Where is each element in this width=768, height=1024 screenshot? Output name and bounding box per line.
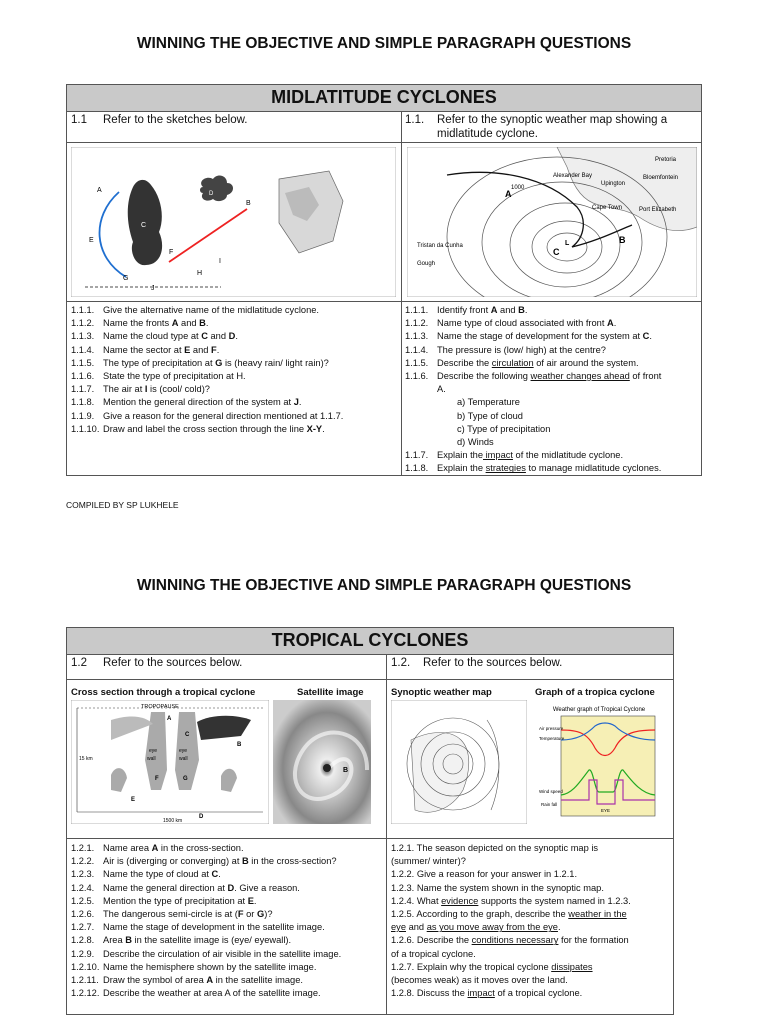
question-item: of a tropical cyclone. [391, 948, 476, 959]
question-item: A. [437, 384, 446, 395]
question-list-right [391, 842, 631, 1000]
map-label-a: A [505, 189, 512, 199]
question-item: 1.2.4. What evidence supports the system named in 1.2.3. [391, 895, 631, 906]
compiled-by: COMPILED BY SP LUKHELE [66, 500, 179, 510]
map-label-port-elizabeth: Port Elizabeth [639, 207, 677, 213]
map-label-b: B [619, 235, 626, 245]
question-item: 1.2.2. Give a reason for your answer in 1.2.1. [391, 869, 578, 880]
question-item: 1.1.1. Give the alternative name of the midlatitude cyclone. [71, 305, 320, 315]
question-item: 1.2.11. Draw the symbol of area A in the satellite image. [71, 975, 303, 986]
satellite-label-b: B [343, 767, 349, 774]
sub-item: d) Winds [457, 437, 494, 448]
question-item: 1.1.8. Mention the general direction of the system at J. [71, 397, 302, 408]
map-label-alexander-bay: Alexander Bay [553, 173, 593, 179]
question-item: 1.1.9. Give a reason for the general direction mentioned at 1.1.7. [71, 410, 344, 421]
map-label-gough: Gough [417, 261, 436, 267]
question-item: 1.1.3. Name the stage of development for the system at C. [405, 331, 652, 342]
map-label-isobar: 1000 [511, 185, 525, 191]
question-item: 1.1.5. Describe the circulation of air around the system. [405, 357, 639, 368]
question-item: 1.2.7. Explain why the tropical cyclone dissipates [391, 961, 593, 972]
question-item: 1.2.12. Describe the weather at area A of the satellite image. [71, 988, 321, 999]
label-eye-1: eye [149, 748, 158, 754]
sub-item: c) Type of precipitation [457, 423, 551, 434]
map-label-c: C [553, 247, 560, 257]
map-label-upington: Upington [601, 181, 626, 187]
caption-satellite: Satellite image [297, 687, 364, 698]
reference-left: 1.2 Refer to the sources below. [71, 657, 243, 669]
question-item: 1.1.8. Explain the strategies to manage midlatitude cyclones. [405, 463, 662, 474]
question-item: 1.1.4. The pressure is (low/ high) at the centre? [405, 344, 606, 355]
question-item: 1.2.6. Describe the conditions necessary for the formation [391, 935, 629, 946]
sketch-label-b: B [246, 200, 251, 207]
label-wall-1: wall [147, 756, 156, 762]
tropical-section [66, 627, 674, 1015]
label-wall-2: wall [179, 756, 188, 762]
reference-right: 1.1. Refer to the synoptic weather map showing a midlatitude cyclone. [405, 114, 668, 140]
question-item: eye and as you move away from the eye. [391, 922, 561, 933]
tropical-weather-graph [537, 700, 661, 824]
graph-label-wind: Wind speed [539, 789, 563, 794]
question-item: 1.2.8. Discuss the impact of a tropical cyclone. [391, 988, 583, 999]
cross-label-c: C [185, 732, 190, 738]
question-item: 1.2.8. Area B in the satellite image is (eye/ eyewall). [71, 935, 292, 946]
sketch-label-g: G [123, 275, 129, 282]
graph-label-temp: Temperature [539, 736, 565, 741]
sketch-label-e: E [89, 237, 94, 244]
cross-label-f: F [155, 776, 159, 782]
question-item: 1.1.2. Name the fronts A and B. [71, 318, 209, 329]
graph-label-air: Air pressure [539, 726, 564, 731]
question-item: 1.2.5. Mention the type of precipitation at E. [71, 895, 257, 906]
graph-title: Weather graph of Tropical Cyclone [552, 707, 646, 713]
section-heading: TROPICAL CYCLONES [67, 628, 673, 655]
question-item: (summer/ winter)? [391, 856, 466, 867]
question-item: 1.2.7. Name the stage of development in the satellite image. [71, 922, 325, 933]
question-list-left [71, 842, 341, 1000]
cross-label-e: E [131, 797, 136, 803]
sketch-label-a: A [97, 187, 102, 194]
midlatitude-section [66, 84, 702, 476]
sketch-label-j: J [151, 285, 155, 292]
sub-item: b) Type of cloud [457, 410, 523, 421]
question-item: 1.1.10. Draw and label the cross section through the line X-Y. [71, 423, 325, 434]
question-item: 1.2.4. Name the general direction at D. Give a reason. [71, 882, 300, 893]
question-item: 1.1.5. The type of precipitation at G is (heavy rain/ light rain)? [71, 357, 329, 368]
map-label-l: L [565, 240, 570, 247]
graph-label-rain: Rain fall [541, 802, 558, 807]
question-item: 1.2.3. Name the system shown in the synoptic map. [391, 882, 604, 893]
label-1500km: 1500 km [163, 818, 183, 824]
sketch-label-i: I [219, 258, 221, 265]
caption-cross-section: Cross section through a tropical cyclone [71, 687, 256, 698]
question-item: 1.1.4. Name the sector at E and F. [71, 344, 220, 355]
midlatitude-synoptic-map [407, 147, 697, 297]
cross-label-b: B [237, 742, 242, 748]
satellite-image [273, 700, 371, 824]
section-heading: MIDLATITUDE CYCLONES [67, 85, 701, 112]
sub-item: a) Temperature [457, 397, 520, 408]
reference-left: 1.1 Refer to the sketches below. [71, 114, 248, 126]
label-tropopause: TROPOPAUSE [141, 704, 179, 710]
question-item: 1.1.6. Describe the following weather changes ahead of front [405, 371, 662, 382]
question-item: 1.1.7. Explain the impact of the midlatitude cyclone. [405, 450, 624, 461]
graph-label-eye: EYE [601, 808, 611, 813]
caption-graph: Graph of a tropica cyclone [535, 687, 655, 698]
caption-synoptic: Synoptic weather map [391, 687, 492, 698]
sketch-label-f: F [169, 249, 174, 256]
question-item: 1.2.9. Describe the circulation of air visible in the satellite image. [71, 948, 342, 959]
sketch-label-h: H [197, 270, 203, 277]
map-label-tristan: Tristan da Cunha [417, 243, 463, 249]
question-item: 1.1.7. The air at I is (cool/ cold)? [71, 384, 210, 395]
question-item: (becomes weak) as it moves over the land. [391, 975, 568, 986]
question-item: 1.1.3. Name the cloud type at C and D. [71, 331, 238, 342]
map-label-pretoria: Pretoria [655, 157, 677, 163]
label-eye-2: eye [179, 748, 188, 754]
question-item: 1.2.1. The season depicted on the synoptic map is [391, 843, 599, 853]
question-item: 1.2.5. According to the graph, describe the weather in the [391, 909, 627, 920]
question-item: 1.2.1. Name area A in the cross-section. [71, 843, 244, 853]
page-title: WINNING THE OBJECTIVE AND SIMPLE PARAGRAPH QUESTIONS [136, 35, 632, 52]
label-15km: 15 km [79, 756, 93, 762]
question-item: 1.1.1. Identify front A and B. [405, 305, 528, 315]
question-list-right [405, 304, 661, 476]
reference-right: 1.2. Refer to the sources below. [391, 657, 563, 669]
question-item: 1.2.10. Name the hemisphere shown by the satellite image. [71, 961, 317, 972]
midlatitude-sketch [71, 147, 396, 297]
question-item: 1.2.6. The dangerous semi-circle is at (F or G)? [71, 909, 273, 920]
question-item: 1.2.3. Name the type of cloud at C. [71, 869, 221, 880]
cross-label-g: G [183, 776, 188, 782]
question-item: 1.1.6. State the type of precipitation at H. [71, 371, 246, 382]
page-title: WINNING THE OBJECTIVE AND SIMPLE PARAGRAPH QUESTIONS [136, 577, 632, 594]
map-label-cape-town: Cape Town [592, 205, 622, 211]
map-label-bloemfontein: Bloemfontein [643, 175, 679, 181]
tropical-cross-section [71, 700, 269, 824]
question-item: 1.1.2. Name type of cloud associated with front A. [405, 318, 617, 329]
question-item: 1.2.2. Air is (diverging or converging) at B in the cross-section? [71, 856, 337, 867]
sketch-label-c: C [141, 222, 147, 229]
cross-label-d: D [199, 814, 204, 820]
sketch-label-d: D [209, 191, 214, 197]
cross-label-a: A [167, 716, 172, 722]
question-list-left [71, 304, 343, 436]
tropical-synoptic-map [391, 700, 527, 824]
